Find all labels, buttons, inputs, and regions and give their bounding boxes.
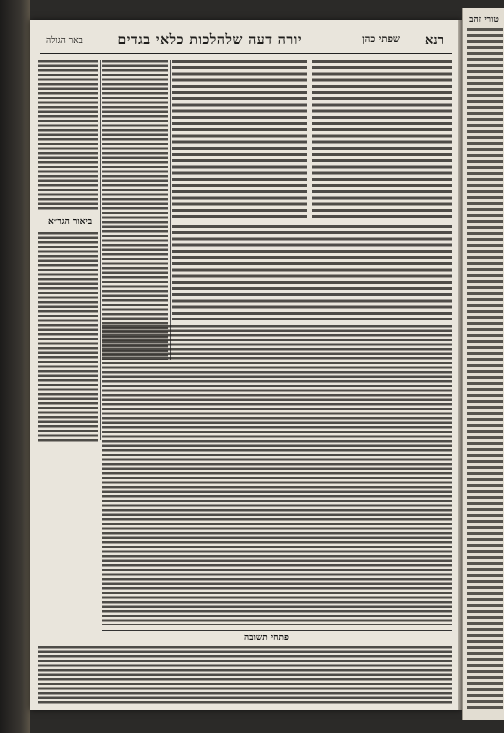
left-running-head: באר הגולה [46, 36, 83, 46]
pitchei-teshuva-text [38, 646, 452, 704]
facing-page-edge [462, 8, 504, 720]
margin-commentary-bottom [38, 232, 98, 442]
middle-text-block [172, 225, 452, 320]
section-rule [102, 630, 452, 631]
pitchei-teshuva-title: פתחי תשובה [240, 632, 293, 643]
column-divider [100, 60, 101, 440]
facing-page-text [467, 28, 503, 710]
header-rule [40, 53, 452, 54]
gra-section-title: ביאור הגר״א [44, 216, 96, 227]
page-number: רנא [425, 33, 444, 48]
main-page [30, 20, 462, 710]
page-title: יורה דעה שלהלכות כלאי בגדים [117, 32, 302, 48]
shach-label: שפתי כהן [362, 34, 400, 45]
margin-commentary-top [38, 60, 98, 210]
facing-page-head: טורי זהב [469, 15, 499, 25]
main-text-column-right [312, 60, 452, 220]
lower-commentary-block [102, 325, 452, 625]
shach-column [102, 60, 168, 360]
page-header [40, 32, 452, 54]
main-text-column-left [172, 60, 307, 220]
book-edge-shadow [0, 0, 30, 733]
column-divider [170, 60, 171, 360]
